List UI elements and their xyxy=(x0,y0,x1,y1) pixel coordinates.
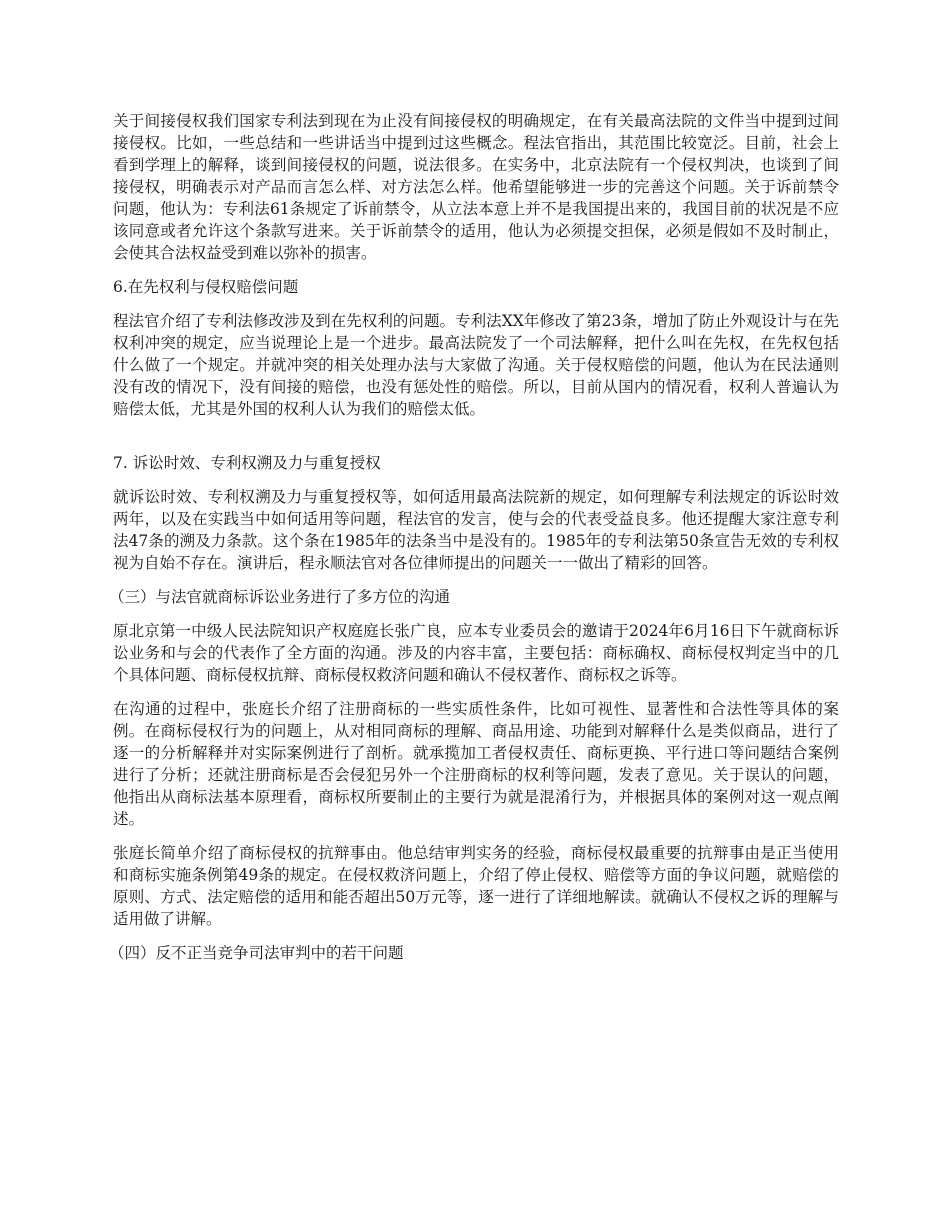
section-heading-limitation: 7. 诉讼时效、专利权溯及力与重复授权 xyxy=(113,454,381,472)
paragraph-trademark-intro: 原北京第一中级人民法院知识产权庭庭长张广良，应本专业委员会的邀请于2024年6月16日下午就商标诉讼业务和与会的代表作了全方面的沟通。涉及的内容丰富，主要包括：商标确权、商标侵权判定当中的几个具体问题、商标侵权抗辩、商标侵权救济问题和确认不侵权著作、商标权之诉等。 xyxy=(113,622,839,684)
paragraph-prior-rights: 程法官介绍了专利法修改涉及到在先权利的问题。专利法XX年修改了第23条，增加了防止外观设计与在先权利冲突的规定，应当说理论上是一个进步。最高法院发了一个司法解释，把什么叫在先权，在先权包括什么做了一个规定。并就冲突的相关处理办法与大家做了沟通。关于侵权赔偿的问题，他认为在民法通则没有改的情况下，没有间接的赔偿，也没有惩处性的赔偿。所以，目前从国内的情况看，权利人普遍认为赔偿太低，尤其是外国的权利人认为我们的赔偿太低。 xyxy=(113,312,839,418)
document-body xyxy=(109,110,839,976)
paragraph-trademark-discussion: 在沟通的过程中，张庭长介绍了注册商标的一些实质性条件，比如可视性、显著性和合法性等具体的案例。在商标侵权行为的问题上，从对相同商标的理解、商品用途、功能到对解释什么是类似商品，进行了逐一的分析解释并对实际案例进行了剖析。就承揽加工者侵权责任、商标更换、平行进口等问题结合案例进行了分析；还就注册商标是否会侵犯另外一个注册商标的权利等问题，发表了意见。关于误认的问题，他指出从商标法基本原理看，商标权所要制止的主要行为就是混淆行为，并根据具体的案例对这一观点阐述。 xyxy=(113,700,839,828)
section-heading-prior-rights: 6.在先权利与侵权赔偿问题 xyxy=(113,278,299,296)
section-heading-unfair-competition: （四）反不正当竞争司法审判中的若干问题 xyxy=(109,944,404,962)
paragraph-limitation: 就诉讼时效、专利权溯及力与重复授权等，如何适用最高法院新的规定，如何理解专利法规定的诉讼时效两年，以及在实践当中如何适用等问题，程法官的发言，使与会的代表受益良多。他还提醒大家注意专利法47条的溯及力条款。这个条在1985年的法条当中是没有的。1985年的专利法第50条宣告无效的专利权视为自始不存在。演讲后，程永顺法官对各位律师提出的问题关一一做出了精彩的回答。 xyxy=(113,488,839,572)
paragraph-trademark-defense: 张庭长简单介绍了商标侵权的抗辩事由。他总结审判实务的经验，商标侵权最重要的抗辩事由是正当使用和商标实施条例第49条的规定。在侵权救济问题上，介绍了停止侵权、赔偿等方面的争议问题，就赔偿的原则、方式、法定赔偿的适用和能否超出50万元等，逐一进行了详细地解读。就确认不侵权之诉的理解与适用做了讲解。 xyxy=(113,844,839,928)
section-heading-trademark: （三）与法官就商标诉讼业务进行了多方位的沟通 xyxy=(109,588,451,606)
paragraph-indirect-infringement: 关于间接侵权我们国家专利法到现在为止没有间接侵权的明确规定，在有关最高法院的文件当中提到过间接侵权。比如，一些总结和一些讲话当中提到过这些概念。程法官指出，其范围比较宽泛。目前，社会上看到学理上的解释，谈到间接侵权的问题，说法很多。在实务中，北京法院有一个侵权判决，也谈到了间接侵权，明确表示对产品而言怎么样、对方法怎么样。他希望能够进一步的完善这个问题。关于诉前禁令问题，他认为：专利法61条规定了诉前禁令，从立法本意上并不是我国提出来的，我国目前的状况是不应该同意或者允许这个条款写进来。关于诉前禁令的适用，他认为必须提交担保，必须是假如不及时制止，会使其合法权益受到难以弥补的损害。 xyxy=(113,112,839,262)
